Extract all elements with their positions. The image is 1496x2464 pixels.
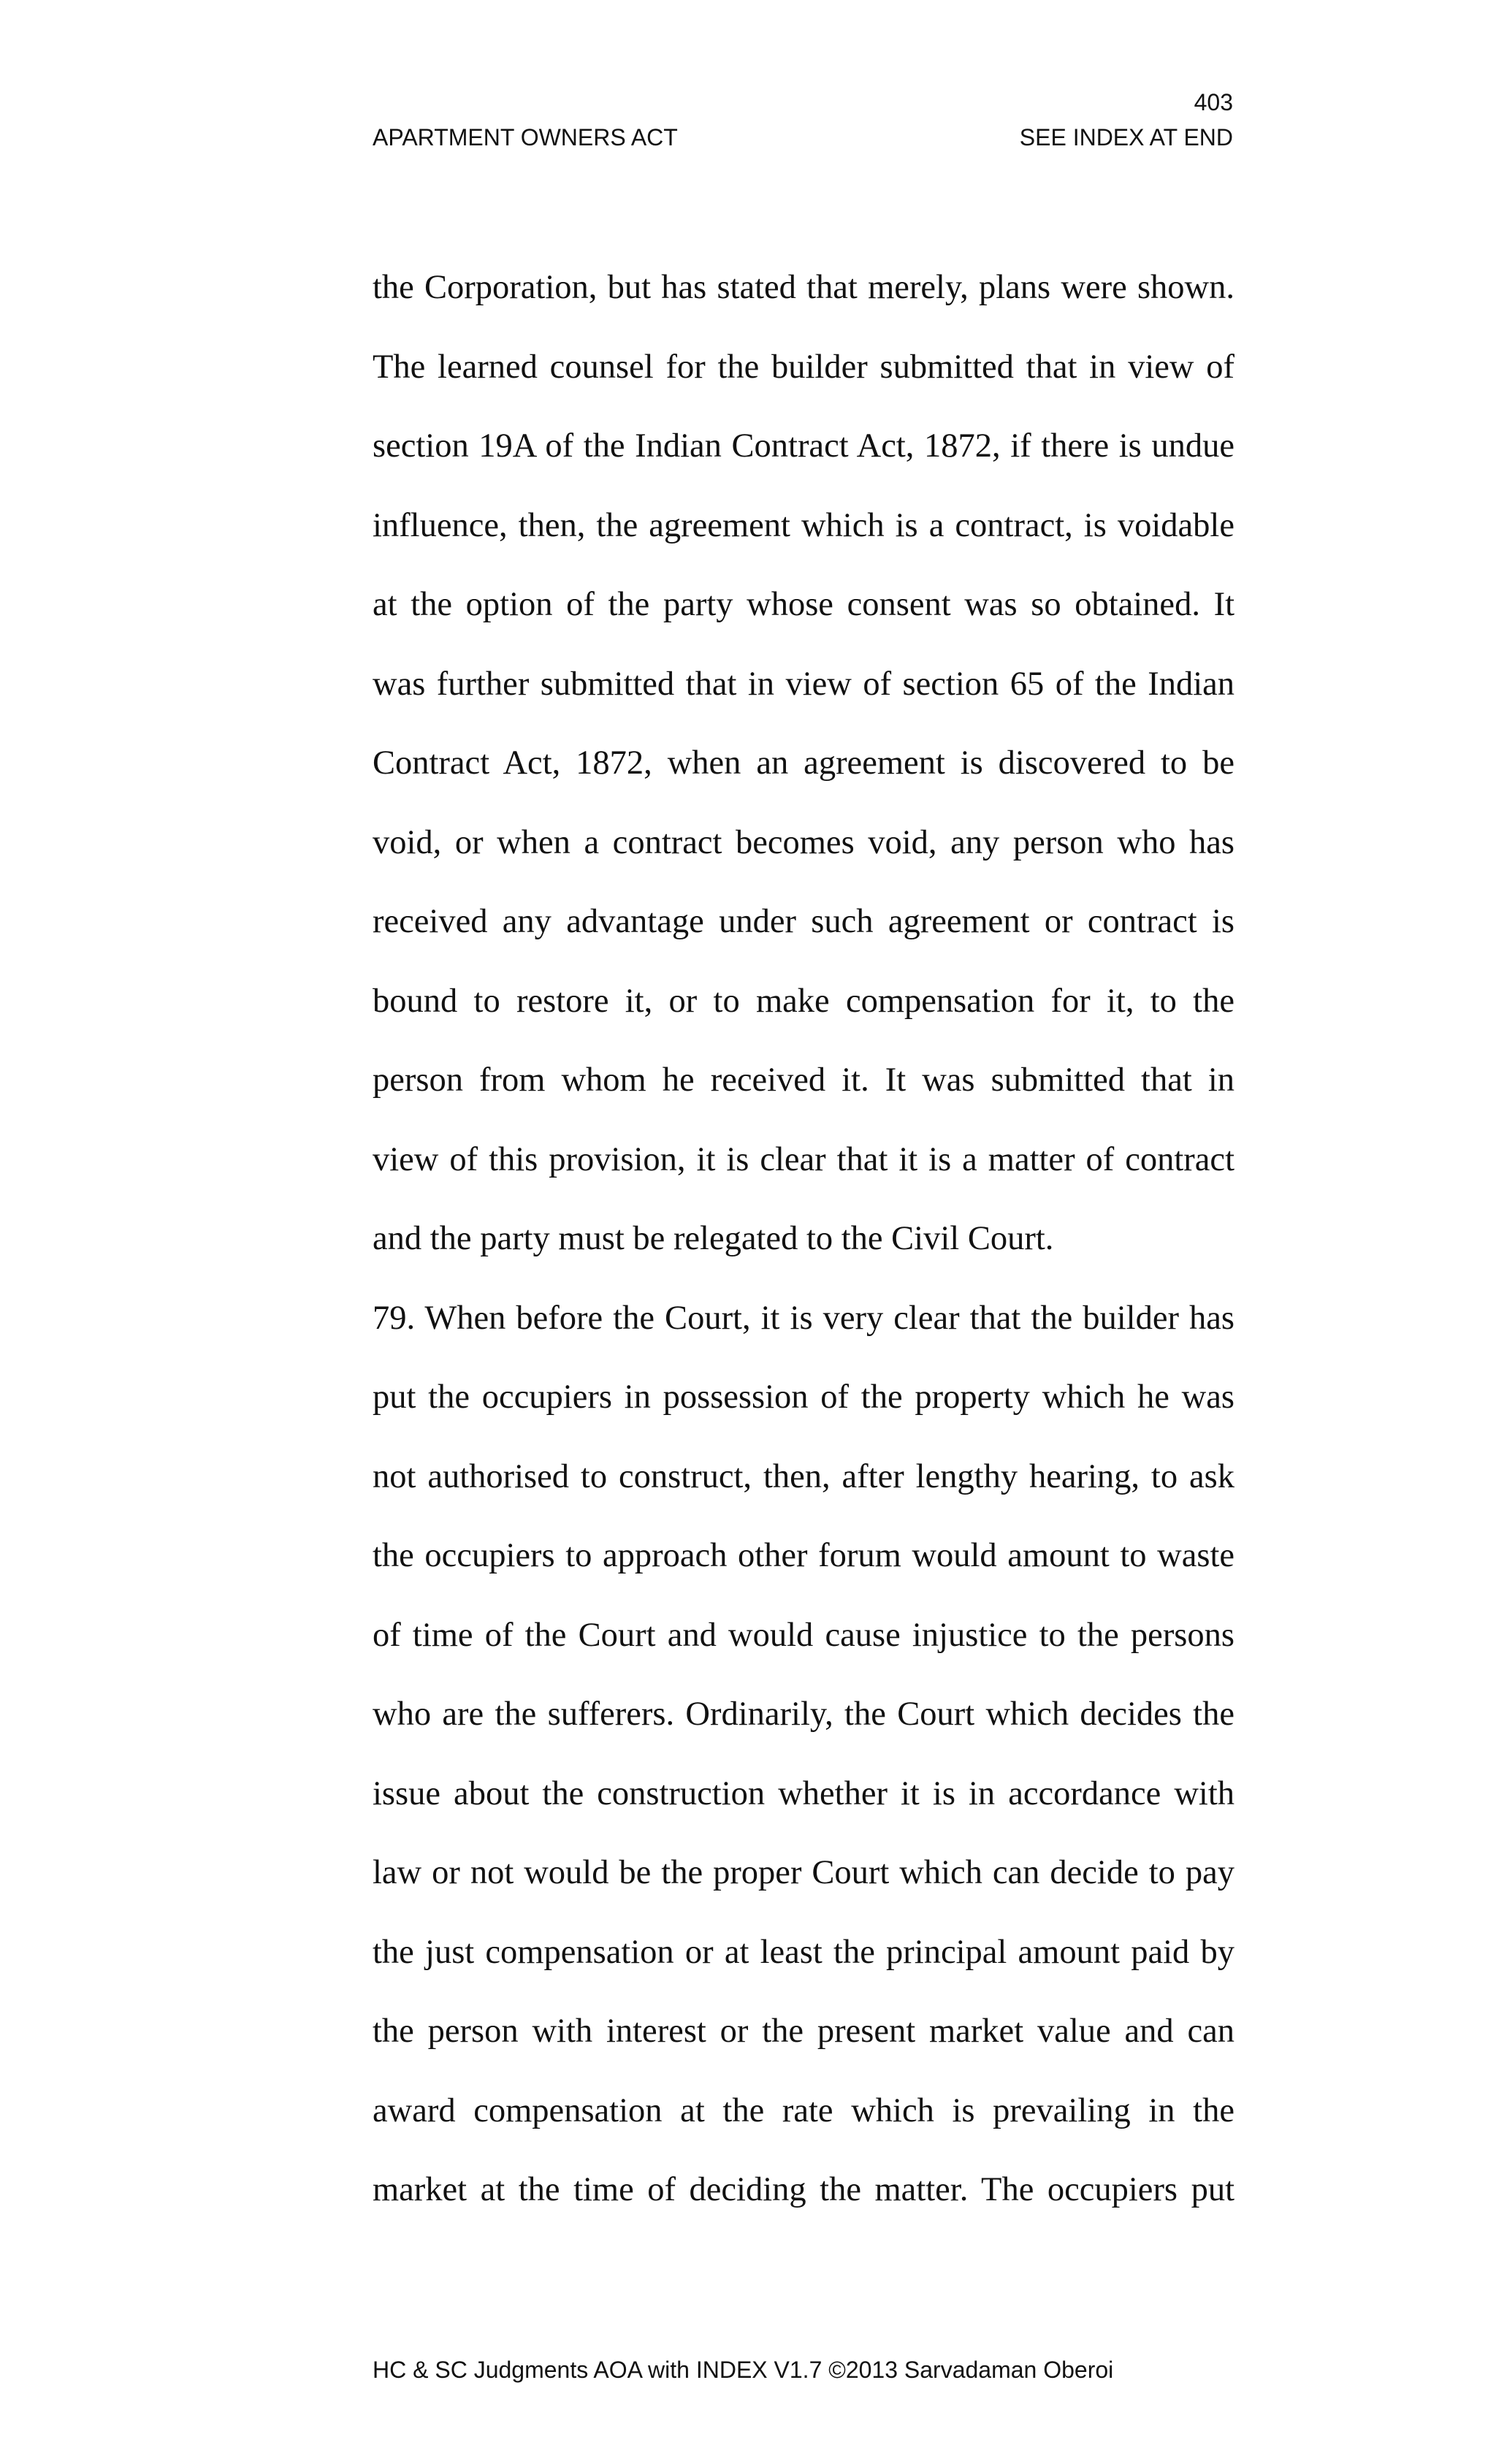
text-line: the just compensation or at least the principal amount paid by <box>373 1933 1234 1971</box>
text-line: the occupiers to approach other forum would amount to waste <box>373 1537 1234 1574</box>
text-line: was further submitted that in view of section 65 of the Indian <box>373 665 1234 703</box>
text-line: section 19A of the Indian Contract Act, 1872, if there is undue <box>373 427 1234 465</box>
judgment-body-text <box>373 263 1234 2245</box>
running-header-index-note: SEE INDEX AT END <box>1019 124 1233 150</box>
page-number: 403 <box>1194 89 1233 115</box>
text-line: not authorised to construct, then, after lengthy hearing, to ask <box>373 1457 1234 1495</box>
text-line: Contract Act, 1872, when an agreement is discovered to be <box>373 744 1234 782</box>
text-line: issue about the construction whether it is in accordance with <box>373 1774 1234 1812</box>
running-header-title: APARTMENT OWNERS ACT <box>373 124 678 150</box>
text-line: the person with interest or the present market value and can <box>373 2013 1234 2050</box>
text-line: influence, then, the agreement which is a contract, is voidable <box>373 506 1234 544</box>
text-line: put the occupiers in possession of the property which he was <box>373 1378 1234 1416</box>
text-line: who are the sufferers. Ordinarily, the Court which decides the <box>373 1696 1234 1733</box>
text-line: and the party must be relegated to the Civil Court. <box>373 1220 1054 1257</box>
page-footer: HC & SC Judgments AOA with INDEX V1.7 ©2013 Sarvadaman Oberoi <box>373 2357 1114 2383</box>
text-line: law or not would be the proper Court which can decide to pay <box>373 1854 1234 1891</box>
text-line: award compensation at the rate which is prevailing in the <box>373 2091 1234 2129</box>
text-line: void, or when a contract becomes void, any person who has <box>373 823 1234 861</box>
text-line: received any advantage under such agreement or contract is <box>373 903 1234 940</box>
text-line: of time of the Court and would cause injustice to the persons <box>373 1616 1234 1654</box>
text-line: view of this provision, it is clear that it is a matter of contract <box>373 1140 1234 1178</box>
text-line: person from whom he received it. It was submitted that in <box>373 1061 1234 1099</box>
text-line: bound to restore it, or to make compensation for it, to the <box>373 982 1234 1020</box>
text-line: at the option of the party whose consent was so obtained. It <box>373 586 1234 623</box>
paragraph-79-line: 79. When before the Court, it is very clear that the builder has <box>373 1299 1234 1337</box>
text-line: market at the time of deciding the matter. The occupiers put <box>373 2171 1234 2208</box>
text-line: The learned counsel for the builder submitted that in view of <box>373 348 1234 386</box>
text-line: the Corporation, but has stated that merely, plans were shown. <box>373 269 1234 306</box>
